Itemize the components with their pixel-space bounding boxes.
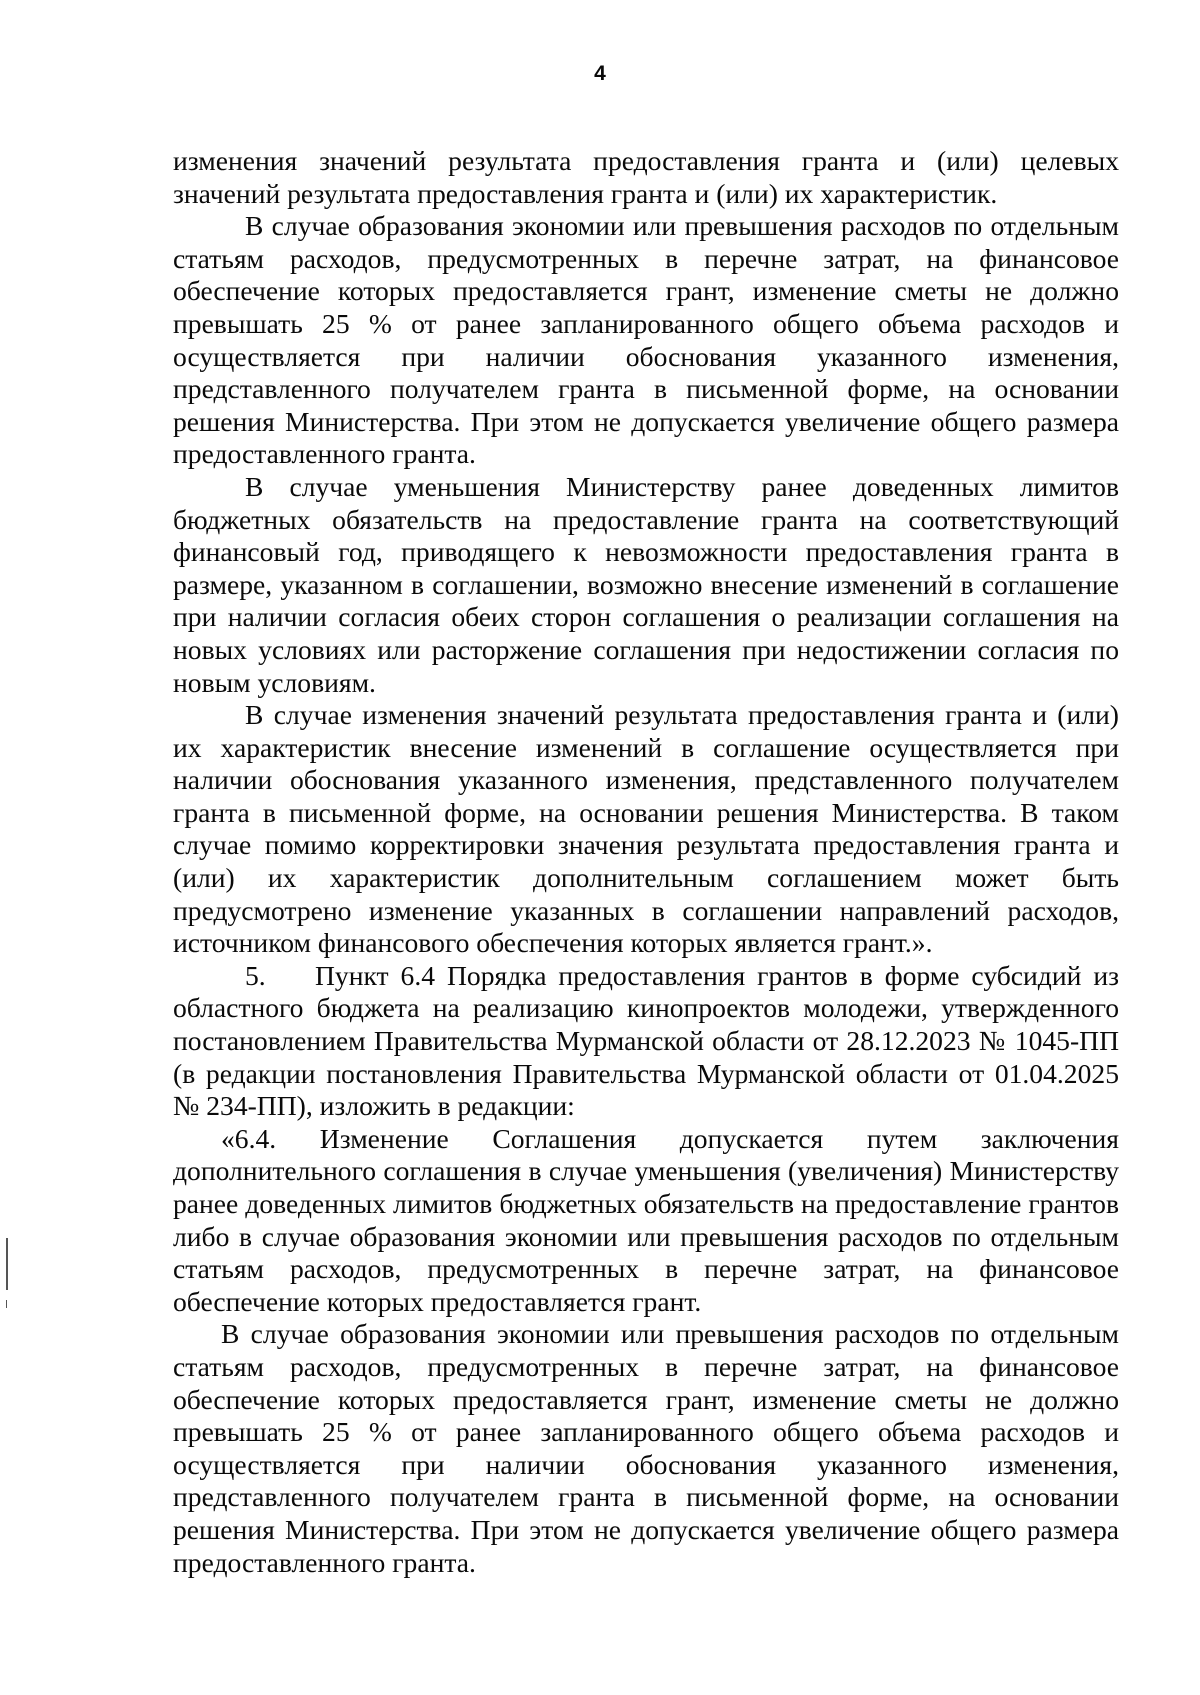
paragraph-item-5 xyxy=(173,960,1119,1123)
paragraph-clause-savings: В случае образования экономии или превышения расходов по отдельным статьям расходов, предусмотренных в перечне затрат, на финансовое обеспечение которых предоставляется грант, изменение сметы не должно превышать 25 % от ранее запланированного общего объема расходов и осуществляется при наличии обоснования указанного изменения, представленного получателем гранта в письменной форме, на основании решения Министерства. При этом не допускается увеличение общего размера предоставленного гранта. xyxy=(173,1318,1119,1578)
paragraph-continuation: изменения значений результата предоставления гранта и (или) целевых значений результата предоставления гранта и (или) их характеристик. xyxy=(173,145,1119,209)
margin-scan-mark xyxy=(6,1300,7,1308)
paragraph-savings: В случае образования экономии или превышения расходов по отдельным статьям расходов, предусмотренных в перечне затрат, на финансовое обеспечение которых предоставляется грант, изменение сметы не должно превышать 25 % от ранее запланированного общего объема расходов и осуществляется при наличии обоснования указанного изменения, представленного получателем гранта в письменной форме, на основании решения Министерства. При этом не допускается увеличение общего размера предоставленного гранта. xyxy=(173,210,1119,470)
page-number: 4 xyxy=(594,62,606,85)
item-5-text: Пункт 6.4 Порядка предоставления грантов в форме субсидий из областного бюджета на реализацию кинопроектов молодежи, утвержденного постановлением Правительства Мурманской области от 28.12.2023 № 1045-ПП (в редакции постановления Правительства Мурманской области от 01.04.2025 № 234-ПП), изложить в редакции: xyxy=(173,959,1119,1122)
paragraph-clause-6-4: «6.4. Изменение Соглашения допускается путем заключения дополнительного соглашения в случае уменьшения (увеличения) Министерству ранее доведенных лимитов бюджетных обязательств на предоставление грантов либо в случае образования экономии или превышения расходов по отдельным статьям расходов, предусмотренных в перечне затрат, на финансовое обеспечение которых предоставляется грант. xyxy=(173,1122,1119,1317)
document-body xyxy=(173,145,1119,1579)
paragraph-limits-reduction: В случае уменьшения Министерству ранее доведенных лимитов бюджетных обязательств на предоставление гранта на соответствующий финансовый год, приводящего к невозможности предоставления гранта в размере, указанном в соглашении, возможно внесение изменений в соглашение при наличии согласия обеих сторон соглашения о реализации соглашения на новых условиях или расторжение соглашения при недостижении согласия по новым условиям. xyxy=(173,470,1119,698)
item-number: 5. xyxy=(245,959,266,991)
margin-scan-mark xyxy=(6,1238,8,1290)
paragraph-result-change: В случае изменения значений результата предоставления гранта и (или) их характеристик внесение изменений в соглашение осуществляется при наличии обоснования указанного изменения, представленного получателем гранта в письменной форме, на основании решения Министерства. В таком случае помимо корректировки значения результата предоставления гранта и (или) их характеристик дополнительным соглашением может быть предусмотрено изменение указанных в соглашении направлений расходов, источником финансового обеспечения которых является грант.». xyxy=(173,699,1119,959)
